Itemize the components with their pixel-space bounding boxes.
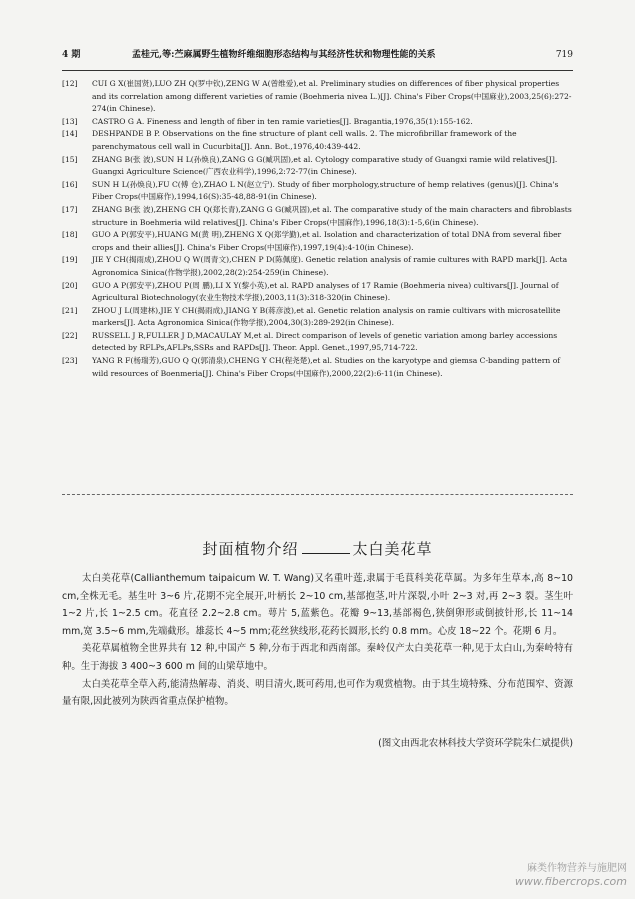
section-divider bbox=[62, 494, 573, 495]
reference-list bbox=[62, 78, 573, 380]
reference-item bbox=[62, 116, 573, 129]
reference-number: [17] bbox=[62, 204, 78, 214]
reference-number: [16] bbox=[62, 179, 78, 189]
image-credit: (图文由西北农林科技大学资环学院朱仁斌提供) bbox=[378, 738, 573, 749]
reference-number: [21] bbox=[62, 305, 78, 315]
reference-text: RUSSELL J R,FULLER J D,MACAULAY M,et al. Direct comparison of levels of genetic variation among barley accessions detected by RFLPs,AFLPs,SSRs and RAPDs[J]. Theor. Appl. Genet.,1997,95,714-722. bbox=[92, 330, 558, 353]
reference-item bbox=[62, 179, 573, 204]
watermark-url: www.fibercrops.com bbox=[514, 875, 627, 888]
reference-text: ZHANG B(张 波),ZHENG CH Q(郑长青),ZANG G G(臧巩固),et al. The comparative study of the main characters and fibroblasts structure in Boehmeria wild relatives[J]. China's Fiber Crops(中国麻作),1996,18(3):1-5,6(in Chinese). bbox=[92, 204, 572, 227]
reference-item bbox=[62, 305, 573, 330]
reference-text: GUO A P(郭安平),HUANG M(黄 明),ZHENG X Q(郑学勤),et al. Isolation and characterization of total DNA from several fiber crops and their allies[J]. China's Fiber Crops(中国麻作),1997,19(4):4-10(in Chinese). bbox=[92, 230, 562, 252]
reference-text: JIE Y CH(揭雨成),ZHOU Q W(周青文),CHEN P D(陈佩度). Genetic relation analysis of ramie cultures with RAPD mark[J]. Acta Agronomica Sinica(作物学报),2002,28(2):254-259(in Chinese). bbox=[92, 255, 568, 277]
page-number: 719 bbox=[555, 50, 573, 60]
reference-text: DESHPANDE B P. Observations on the fine structure of plant cell walls. 2. The microfibrillar framework of the parenchymatous cell wall in Cucurbita[J]. Ann. Bot.,1976,40:439-442. bbox=[92, 129, 517, 151]
heading-underline bbox=[302, 552, 350, 554]
reference-text: GUO A P(郭安平),ZHOU P(周 鹏),LI X Y(黎小英),et al. RAPD analyses of 17 Ramie (Boehmeria nivea) cultivars[J]. Journal of Agricultural Biotechnology(农业生物技术学报),2003,11(3):318-320(in Chinese). bbox=[92, 280, 559, 303]
header-rule bbox=[62, 70, 573, 71]
reference-number: [12] bbox=[62, 79, 78, 88]
reference-text: CUI G X(崔国贤),LUO ZH Q(罗中钦),ZENG W A(曾维爱),et al. Preliminary studies on differences of fiber physical properties and its correlation among different varieties of ramie (Boehmeria nivea L.)[J]. China's Fiber Crops(中国麻业),2003,25(6):272-274(in Chinese). bbox=[92, 79, 572, 114]
reference-item bbox=[62, 355, 573, 380]
reference-item bbox=[62, 204, 573, 229]
watermark-cn: 麻类作物营养与施肥网 bbox=[527, 863, 627, 874]
reference-item bbox=[62, 78, 573, 116]
paragraph: 太白美花草(Callianthemum taipaicum W. T. Wang)又名重叶莲,隶属于毛茛科美花草属。为多年生草本,高 8~10 cm,全株无毛。基生叶 3~6 片,花期不完全展开,叶柄长 2~10 cm,基部抱茎,叶片深裂,小叶 2~3 对,再 2~3 裂。茎生叶 1~2 片,长 1~2.5 cm。花直径 2.2~2.8 cm。萼片 5,蓝紫色。花瓣 9~13,基部褐色,狭倒卵形或倒披针形,长 11~14 mm,宽 3.5~6 mm,先端截形。雄蕊长 4~5 mm;花丝狭线形,花药长圆形,长约 0.8 mm。心皮 18~22 个。花期 6 月。 bbox=[62, 573, 573, 637]
reference-item bbox=[62, 254, 573, 279]
cover-heading-right: 太白美花草 bbox=[352, 540, 433, 558]
paragraph: 美花草属植物全世界共有 12 种,中国产 5 种,分布于西北和西南部。秦岭仅产太白美花草一种,见于太白山,为秦岭特有种。生于海拔 3 400~3 600 m 间的山梁草地中。 bbox=[62, 643, 573, 672]
reference-number: [20] bbox=[62, 280, 78, 290]
reference-text: CASTRO G A. Fineness and length of fiber in ten ramie varieties[J]. Bragantia,1976,35(1):155-162. bbox=[92, 116, 473, 126]
reference-text: SUN H L(孙焕良),FU C(傅 仓),ZHAO L N(赵立宁). Study of fiber morphology,structure of hemp relatives (genus)[J]. China's Fiber Crops(中国麻作),1994,16(S):35-48,88-91(in Chinese). bbox=[92, 179, 559, 202]
reference-number: [18] bbox=[62, 230, 78, 240]
cover-plant-heading bbox=[0, 538, 635, 559]
reference-item bbox=[62, 154, 573, 179]
reference-item bbox=[62, 128, 573, 153]
reference-number: [19] bbox=[62, 255, 78, 265]
reference-number: [15] bbox=[62, 154, 78, 164]
reference-item bbox=[62, 330, 573, 355]
reference-number: [13] bbox=[62, 116, 78, 126]
issue-label: 4 期 bbox=[62, 50, 81, 60]
reference-number: [14] bbox=[62, 129, 78, 139]
paragraph: 太白美花草全草入药,能清热解毒、消炎、明目清火,既可药用,也可作为观赏植物。由于其生境特殊、分布范围窄、资源量有限,因此被列为陕西省重点保护植物。 bbox=[62, 678, 573, 708]
reference-number: [23] bbox=[62, 356, 78, 366]
site-watermark bbox=[515, 862, 627, 889]
running-title: 孟桂元,等:苎麻属野生植物纤维细胞形态结构与其经济性状和物理性能的关系 bbox=[132, 50, 436, 60]
reference-text: ZHOU J L(周建林),JIE Y CH(揭雨成),JIANG Y B(蒋彦波),et al. Genetic relation analysis on ramie cultivars with microsatellite markers[J]. Acta Agronomica Sinica(作物学报),2004,30(3):289-292(in Chinese). bbox=[92, 305, 561, 328]
cover-plant-description bbox=[62, 570, 573, 711]
cover-heading-left: 封面植物介绍 bbox=[202, 540, 299, 558]
reference-text: ZHANG B(张 波),SUN H L(孙焕良),ZANG G G(臧巩固),et al. Cytology comparative study of Guangxi ramie wild relatives[J]. Guangxi Agriculture Science(广西农业科学),1996,2:72-77(in Chinese). bbox=[92, 154, 558, 177]
reference-item bbox=[62, 280, 573, 305]
reference-item bbox=[62, 229, 573, 254]
reference-text: YANG R F(杨瑞芳),GUO Q Q(郭清泉),CHENG Y CH(程尧楚),et al. Studies on the karyotype and giemsa C-banding pattern of wild resources of Boenmeria[J]. China's Fiber Crops(中国麻作),2000,22(2):6-11(in Chinese). bbox=[92, 356, 561, 378]
reference-number: [22] bbox=[62, 330, 78, 340]
running-header bbox=[62, 46, 573, 64]
